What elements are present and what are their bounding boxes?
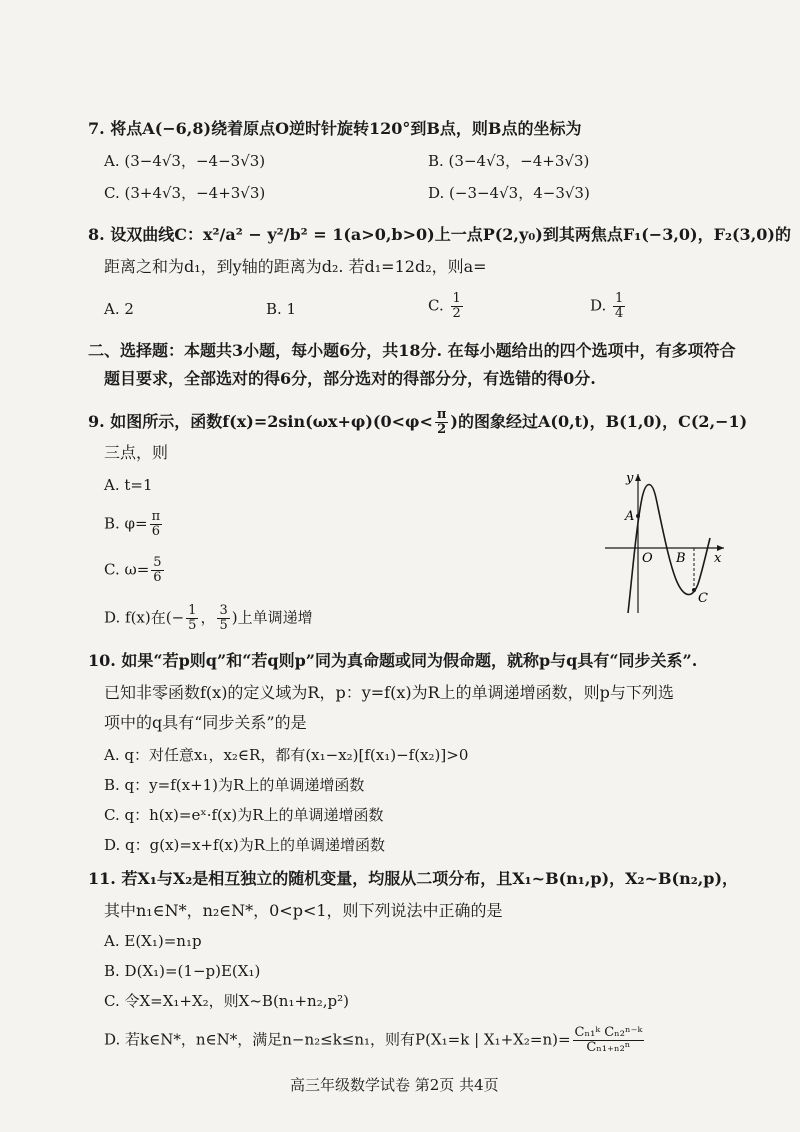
q8-option-d-fraction — [613, 292, 625, 321]
q8-option-c-label: C. — [428, 296, 444, 315]
q8-d-numerator: 1 — [615, 291, 624, 306]
q9-c-denominator: 6 — [153, 570, 162, 585]
q9-option-d-separator: ， — [200, 608, 216, 627]
q8-c-numerator: 1 — [452, 291, 461, 306]
q9-stem-numerator: π — [436, 407, 447, 422]
q8-c-denominator: 2 — [452, 306, 461, 321]
q9-d-numerator-1: 1 — [188, 603, 197, 618]
q9-option-c — [104, 556, 166, 585]
q9-d-denominator-2: 5 — [219, 618, 228, 633]
page-footer: 高三年级数学试卷 第2页 共4页 — [290, 1076, 499, 1094]
q10-stem-line3: 项中的q具有“同步关系”的是 — [104, 713, 307, 732]
q9-stem-fraction — [435, 408, 449, 437]
q8-option-b: B. 1 — [266, 300, 297, 318]
q11-stem: 11. 若X₁与X₂是相互独立的随机变量，均服从二项分布，且X₁~B(n₁,p)，X₂~B(n₂,p)， — [88, 869, 739, 888]
q11-d-fraction — [573, 1026, 645, 1055]
graph-label-y: y — [626, 471, 634, 486]
q11-stem-line2: 其中n₁∈N*，n₂∈N*，0<p<1，则下列说法中正确的是 — [104, 901, 503, 920]
q11-d-denominator: Cₙ₁₊ₙ₂ⁿ — [586, 1040, 631, 1055]
q9-stem-part-b: )的图象经过A(0,t)，B(1,0)，C(2,−1) — [450, 412, 748, 431]
point-c-dot — [692, 588, 696, 592]
q8-option-a: A. 2 — [104, 300, 134, 318]
q9-c-numerator: 5 — [153, 555, 162, 570]
q10-stem: 10. 如果“若p则q”和“若q则p”同为真命题或同为假命题，就称p与q具有“同步关系”. — [88, 651, 698, 670]
point-a-dot — [636, 514, 640, 518]
graph-label-a: A — [625, 509, 635, 524]
q7-stem: 7. 将点A(−6,8)绕着原点O逆时针旋转120°到B点，则B点的坐标为 — [88, 119, 582, 138]
q9-option-a: A. t=1 — [104, 476, 153, 494]
q9-option-d — [104, 604, 313, 633]
q9-sine-graph — [600, 468, 730, 618]
q9-option-d-part-b: )上单调递增 — [231, 608, 313, 627]
q9-d-denominator-1: 5 — [188, 618, 197, 633]
q7-option-a: A. (3−4√3，−4−3√3) — [104, 152, 266, 170]
q9-b-denominator: 6 — [151, 524, 161, 539]
q9-stem-denominator: 2 — [437, 422, 447, 437]
q8-option-d-label: D. — [590, 296, 607, 315]
q7-option-d: D. (−3−4√3，4−3√3) — [428, 184, 590, 202]
q10-stem-line2: 已知非零函数f(x)的定义域为R，p：y=f(x)为R上的单调递增函数，则p与下列选 — [104, 683, 674, 702]
q9-stem-part-a: 9. 如图所示，函数f(x)=2sin(ωx+φ)(0<φ< — [88, 412, 433, 431]
y-axis-arrow-icon — [635, 474, 641, 481]
q10-option-d: D. q：g(x)=x+f(x)为R上的单调递增函数 — [104, 836, 386, 854]
q9-d-fraction-2 — [217, 604, 229, 633]
q11-option-b: B. D(X₁)=(1−p)E(X₁) — [104, 962, 261, 980]
q9-option-b-label: B. φ= — [104, 514, 148, 533]
q9-d-numerator-2: 3 — [219, 603, 228, 618]
graph-label-x: x — [714, 551, 722, 566]
q9-d-fraction-1 — [186, 604, 198, 633]
q11-option-d — [104, 1026, 646, 1055]
q9-option-b — [104, 510, 164, 539]
q9-b-numerator: π — [151, 509, 161, 524]
q7-option-b: B. (3−4√3，−4+3√3) — [428, 152, 590, 170]
q8-option-c-fraction — [451, 292, 463, 321]
q9-option-c-fraction — [151, 556, 163, 585]
q8-option-c — [428, 292, 465, 321]
q10-option-b: B. q：y=f(x+1)为R上的单调递增函数 — [104, 776, 365, 794]
q11-option-d-text: D. 若k∈N*，n∈N*，满足n−n₂≤k≤n₁，则有P(X₁=k | X₁+X₂=n)= — [104, 1030, 571, 1049]
section2-line1: 二、选择题：本题共3小题，每小题6分，共18分. 在每小题给出的四个选项中，有多项符合 — [88, 341, 736, 360]
graph-label-b: B — [676, 551, 686, 566]
q11-d-numerator: Cₙ₁ᵏ Cₙ₂ⁿ⁻ᵏ — [574, 1025, 643, 1040]
q10-option-a: A. q：对任意x₁，x₂∈R，都有(x₁−x₂)[f(x₁)−f(x₂)]>0 — [104, 746, 469, 764]
q10-option-c: C. q：h(x)=eˣ·f(x)为R上的单调递增函数 — [104, 806, 384, 824]
q8-stem: 8. 设双曲线C：x²/a² − y²/b² = 1(a>0,b>0)上一点P(2,y₀)到其两焦点F₁(−3,0)，F₂(3,0)的 — [88, 225, 791, 244]
section2-line2: 题目要求，全部选对的得6分，部分选对的得部分分，有选错的得0分. — [104, 369, 596, 388]
q9-stem — [88, 408, 747, 437]
q11-option-a: A. E(X₁)=n₁p — [104, 932, 202, 950]
graph-label-o: O — [642, 551, 653, 566]
q11-option-c: C. 令X=X₁+X₂，则X~B(n₁+n₂,p²) — [104, 992, 349, 1010]
q7-option-c: C. (3+4√3，−4+3√3) — [104, 184, 266, 202]
q8-option-d — [590, 292, 627, 321]
q8-stem-line2: 距离之和为d₁，到y轴的距离为d₂. 若d₁=12d₂，则a= — [104, 257, 487, 276]
q9-stem-line2: 三点，则 — [104, 443, 169, 462]
graph-label-c: C — [698, 591, 708, 606]
q9-option-d-part-a: D. f(x)在(− — [104, 608, 185, 627]
q9-option-c-label: C. ω= — [104, 560, 150, 579]
q8-d-denominator: 4 — [615, 306, 624, 321]
q9-option-b-fraction — [150, 510, 163, 539]
